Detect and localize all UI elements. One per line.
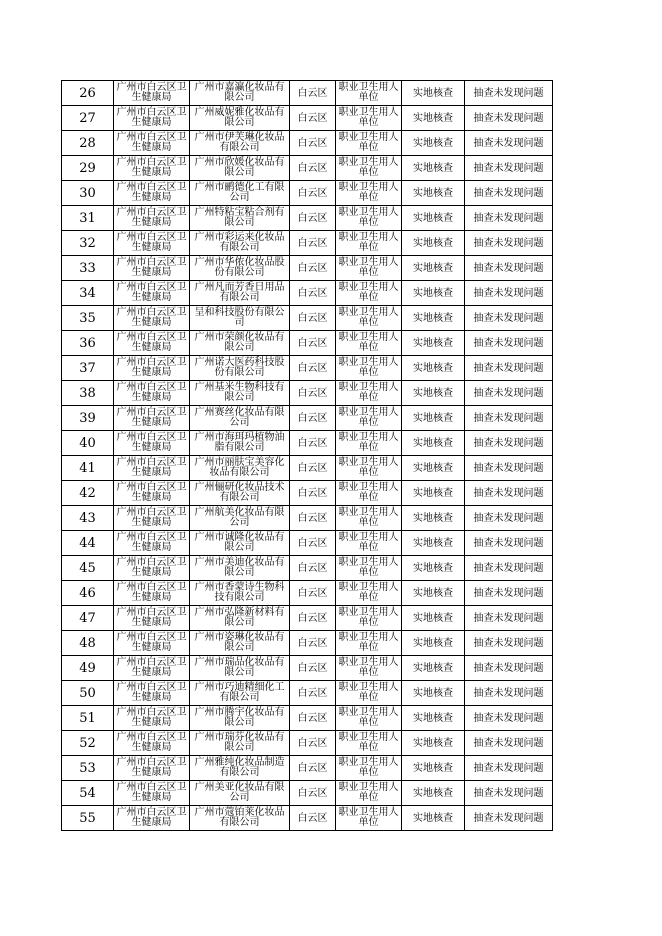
agency-cell: 广州市白云区卫生健康局 xyxy=(114,256,190,281)
district-cell: 白云区 xyxy=(290,631,336,656)
district-cell: 白云区 xyxy=(290,156,336,181)
result-cell: 抽查未发现问题 xyxy=(465,781,553,806)
result-cell: 抽查未发现问题 xyxy=(465,131,553,156)
result-cell: 抽查未发现问题 xyxy=(465,706,553,731)
category-cell: 职业卫生用人单位 xyxy=(336,256,402,281)
method-cell: 实地核查 xyxy=(402,756,465,781)
row-number-cell: 54 xyxy=(62,781,114,806)
row-number-cell: 30 xyxy=(62,181,114,206)
company-cell: 广州市姿琳化妆品有限公司 xyxy=(190,631,290,656)
table-row xyxy=(62,106,553,131)
district-cell: 白云区 xyxy=(290,281,336,306)
agency-cell: 广州市白云区卫生健康局 xyxy=(114,431,190,456)
company-cell: 广州市腾宇化妆品有限公司 xyxy=(190,706,290,731)
district-cell: 白云区 xyxy=(290,231,336,256)
result-cell: 抽查未发现问题 xyxy=(465,431,553,456)
result-cell: 抽查未发现问题 xyxy=(465,731,553,756)
table-row xyxy=(62,656,553,681)
table-row xyxy=(62,631,553,656)
agency-cell: 广州市白云区卫生健康局 xyxy=(114,406,190,431)
company-cell: 广州赛丝化妆品有限公司 xyxy=(190,406,290,431)
district-cell: 白云区 xyxy=(290,656,336,681)
category-cell: 职业卫生用人单位 xyxy=(336,606,402,631)
result-cell: 抽查未发现问题 xyxy=(465,456,553,481)
agency-cell: 广州市白云区卫生健康局 xyxy=(114,156,190,181)
district-cell: 白云区 xyxy=(290,681,336,706)
method-cell: 实地核查 xyxy=(402,381,465,406)
agency-cell: 广州市白云区卫生健康局 xyxy=(114,506,190,531)
category-cell: 职业卫生用人单位 xyxy=(336,781,402,806)
table-row xyxy=(62,481,553,506)
category-cell: 职业卫生用人单位 xyxy=(336,181,402,206)
table-row xyxy=(62,706,553,731)
result-cell: 抽查未发现问题 xyxy=(465,481,553,506)
company-cell: 广州雅纯化妆品制造有限公司 xyxy=(190,756,290,781)
district-cell: 白云区 xyxy=(290,81,336,106)
method-cell: 实地核查 xyxy=(402,231,465,256)
agency-cell: 广州市白云区卫生健康局 xyxy=(114,131,190,156)
result-cell: 抽查未发现问题 xyxy=(465,81,553,106)
table-row xyxy=(62,556,553,581)
method-cell: 实地核查 xyxy=(402,281,465,306)
company-cell: 广州市瑞品化妆品有限公司 xyxy=(190,656,290,681)
method-cell: 实地核查 xyxy=(402,581,465,606)
table-row xyxy=(62,731,553,756)
method-cell: 实地核查 xyxy=(402,331,465,356)
result-cell: 抽查未发现问题 xyxy=(465,631,553,656)
category-cell: 职业卫生用人单位 xyxy=(336,106,402,131)
agency-cell: 广州市白云区卫生健康局 xyxy=(114,306,190,331)
district-cell: 白云区 xyxy=(290,106,336,131)
company-cell: 广州市蔻铂莱化妆品有限公司 xyxy=(190,806,290,831)
result-cell: 抽查未发现问题 xyxy=(465,506,553,531)
result-cell: 抽查未发现问题 xyxy=(465,656,553,681)
company-cell: 广州市诚隆化妆品有限公司 xyxy=(190,531,290,556)
company-cell: 广州市瑞芬化妆品有限公司 xyxy=(190,731,290,756)
method-cell: 实地核查 xyxy=(402,456,465,481)
company-cell: 广州市海珥玛植物油脂有限公司 xyxy=(190,431,290,456)
method-cell: 实地核查 xyxy=(402,481,465,506)
result-cell: 抽查未发现问题 xyxy=(465,756,553,781)
table-row xyxy=(62,331,553,356)
method-cell: 实地核查 xyxy=(402,356,465,381)
table-body xyxy=(62,81,553,831)
category-cell: 职业卫生用人单位 xyxy=(336,306,402,331)
agency-cell: 广州市白云区卫生健康局 xyxy=(114,456,190,481)
district-cell: 白云区 xyxy=(290,206,336,231)
category-cell: 职业卫生用人单位 xyxy=(336,206,402,231)
row-number-cell: 41 xyxy=(62,456,114,481)
category-cell: 职业卫生用人单位 xyxy=(336,231,402,256)
row-number-cell: 47 xyxy=(62,606,114,631)
company-cell: 广州市欣媛化妆品有限公司 xyxy=(190,156,290,181)
row-number-cell: 36 xyxy=(62,331,114,356)
method-cell: 实地核查 xyxy=(402,781,465,806)
district-cell: 白云区 xyxy=(290,306,336,331)
district-cell: 白云区 xyxy=(290,506,336,531)
method-cell: 实地核查 xyxy=(402,506,465,531)
result-cell: 抽查未发现问题 xyxy=(465,281,553,306)
result-cell: 抽查未发现问题 xyxy=(465,581,553,606)
category-cell: 职业卫生用人单位 xyxy=(336,506,402,531)
agency-cell: 广州市白云区卫生健康局 xyxy=(114,606,190,631)
company-cell: 广州市鹂德化工有限公司 xyxy=(190,181,290,206)
category-cell: 职业卫生用人单位 xyxy=(336,731,402,756)
agency-cell: 广州市白云区卫生健康局 xyxy=(114,531,190,556)
company-cell: 广州市巧迪精细化工有限公司 xyxy=(190,681,290,706)
table-row xyxy=(62,431,553,456)
method-cell: 实地核查 xyxy=(402,731,465,756)
category-cell: 职业卫生用人单位 xyxy=(336,331,402,356)
district-cell: 白云区 xyxy=(290,531,336,556)
category-cell: 职业卫生用人单位 xyxy=(336,631,402,656)
company-cell: 广州市美迪化妆品有限公司 xyxy=(190,556,290,581)
table-row xyxy=(62,781,553,806)
row-number-cell: 45 xyxy=(62,556,114,581)
method-cell: 实地核查 xyxy=(402,531,465,556)
agency-cell: 广州市白云区卫生健康局 xyxy=(114,681,190,706)
category-cell: 职业卫生用人单位 xyxy=(336,356,402,381)
agency-cell: 广州市白云区卫生健康局 xyxy=(114,781,190,806)
category-cell: 职业卫生用人单位 xyxy=(336,681,402,706)
company-cell: 广州市弘隆新材料有限公司 xyxy=(190,606,290,631)
category-cell: 职业卫生用人单位 xyxy=(336,556,402,581)
category-cell: 职业卫生用人单位 xyxy=(336,431,402,456)
method-cell: 实地核查 xyxy=(402,306,465,331)
district-cell: 白云区 xyxy=(290,706,336,731)
company-cell: 广州市丽肤宝美容化妆品有限公司 xyxy=(190,456,290,481)
row-number-cell: 52 xyxy=(62,731,114,756)
company-cell: 广州特粘宝粘合剂有限公司 xyxy=(190,206,290,231)
agency-cell: 广州市白云区卫生健康局 xyxy=(114,806,190,831)
agency-cell: 广州市白云区卫生健康局 xyxy=(114,481,190,506)
result-cell: 抽查未发现问题 xyxy=(465,406,553,431)
company-cell: 广州威妮雅化妆品有限公司 xyxy=(190,106,290,131)
district-cell: 白云区 xyxy=(290,331,336,356)
agency-cell: 广州市白云区卫生健康局 xyxy=(114,356,190,381)
agency-cell: 广州市白云区卫生健康局 xyxy=(114,206,190,231)
company-cell: 呈和科技股份有限公司 xyxy=(190,306,290,331)
method-cell: 实地核查 xyxy=(402,106,465,131)
method-cell: 实地核查 xyxy=(402,406,465,431)
category-cell: 职业卫生用人单位 xyxy=(336,806,402,831)
agency-cell: 广州市白云区卫生健康局 xyxy=(114,81,190,106)
row-number-cell: 27 xyxy=(62,106,114,131)
row-number-cell: 44 xyxy=(62,531,114,556)
table-row xyxy=(62,156,553,181)
inspection-table xyxy=(61,80,553,831)
table-row xyxy=(62,256,553,281)
agency-cell: 广州市白云区卫生健康局 xyxy=(114,381,190,406)
result-cell: 抽查未发现问题 xyxy=(465,606,553,631)
category-cell: 职业卫生用人单位 xyxy=(336,131,402,156)
result-cell: 抽查未发现问题 xyxy=(465,806,553,831)
table-row xyxy=(62,406,553,431)
agency-cell: 广州市白云区卫生健康局 xyxy=(114,231,190,256)
category-cell: 职业卫生用人单位 xyxy=(336,281,402,306)
district-cell: 白云区 xyxy=(290,806,336,831)
method-cell: 实地核查 xyxy=(402,256,465,281)
row-number-cell: 38 xyxy=(62,381,114,406)
district-cell: 白云区 xyxy=(290,481,336,506)
agency-cell: 广州市白云区卫生健康局 xyxy=(114,656,190,681)
table-row xyxy=(62,206,553,231)
result-cell: 抽查未发现问题 xyxy=(465,306,553,331)
district-cell: 白云区 xyxy=(290,456,336,481)
row-number-cell: 40 xyxy=(62,431,114,456)
agency-cell: 广州市白云区卫生健康局 xyxy=(114,581,190,606)
row-number-cell: 46 xyxy=(62,581,114,606)
row-number-cell: 34 xyxy=(62,281,114,306)
agency-cell: 广州市白云区卫生健康局 xyxy=(114,181,190,206)
method-cell: 实地核查 xyxy=(402,606,465,631)
district-cell: 白云区 xyxy=(290,381,336,406)
company-cell: 广州航美化妆品有限公司 xyxy=(190,506,290,531)
table-row xyxy=(62,581,553,606)
agency-cell: 广州市白云区卫生健康局 xyxy=(114,731,190,756)
company-cell: 广州诺大医药科技股份有限公司 xyxy=(190,356,290,381)
company-cell: 广州凡而芳香日用品有限公司 xyxy=(190,281,290,306)
table-row xyxy=(62,456,553,481)
row-number-cell: 37 xyxy=(62,356,114,381)
category-cell: 职业卫生用人单位 xyxy=(336,531,402,556)
table-row xyxy=(62,681,553,706)
row-number-cell: 39 xyxy=(62,406,114,431)
district-cell: 白云区 xyxy=(290,256,336,281)
category-cell: 职业卫生用人单位 xyxy=(336,481,402,506)
district-cell: 白云区 xyxy=(290,431,336,456)
row-number-cell: 28 xyxy=(62,131,114,156)
row-number-cell: 53 xyxy=(62,756,114,781)
row-number-cell: 51 xyxy=(62,706,114,731)
category-cell: 职业卫生用人单位 xyxy=(336,81,402,106)
method-cell: 实地核查 xyxy=(402,181,465,206)
result-cell: 抽查未发现问题 xyxy=(465,531,553,556)
company-cell: 广州市彩运来化妆品有限公司 xyxy=(190,231,290,256)
category-cell: 职业卫生用人单位 xyxy=(336,156,402,181)
method-cell: 实地核查 xyxy=(402,556,465,581)
company-cell: 广州市伊芙琳化妆品有限公司 xyxy=(190,131,290,156)
district-cell: 白云区 xyxy=(290,356,336,381)
result-cell: 抽查未发现问题 xyxy=(465,381,553,406)
method-cell: 实地核查 xyxy=(402,656,465,681)
company-cell: 广州市香蒙诗生物科技有限公司 xyxy=(190,581,290,606)
table-row xyxy=(62,506,553,531)
result-cell: 抽查未发现问题 xyxy=(465,681,553,706)
agency-cell: 广州市白云区卫生健康局 xyxy=(114,281,190,306)
company-cell: 广州市华侬化妆品股份有限公司 xyxy=(190,256,290,281)
method-cell: 实地核查 xyxy=(402,206,465,231)
method-cell: 实地核查 xyxy=(402,156,465,181)
method-cell: 实地核查 xyxy=(402,681,465,706)
district-cell: 白云区 xyxy=(290,181,336,206)
company-cell: 广州美亚化妆品有限公司 xyxy=(190,781,290,806)
result-cell: 抽查未发现问题 xyxy=(465,156,553,181)
method-cell: 实地核查 xyxy=(402,631,465,656)
category-cell: 职业卫生用人单位 xyxy=(336,656,402,681)
agency-cell: 广州市白云区卫生健康局 xyxy=(114,556,190,581)
row-number-cell: 31 xyxy=(62,206,114,231)
agency-cell: 广州市白云区卫生健康局 xyxy=(114,331,190,356)
agency-cell: 广州市白云区卫生健康局 xyxy=(114,631,190,656)
company-cell: 广州俪研化妆品技术有限公司 xyxy=(190,481,290,506)
row-number-cell: 49 xyxy=(62,656,114,681)
company-cell: 广州基米生物科技有限公司 xyxy=(190,381,290,406)
result-cell: 抽查未发现问题 xyxy=(465,556,553,581)
result-cell: 抽查未发现问题 xyxy=(465,206,553,231)
method-cell: 实地核查 xyxy=(402,431,465,456)
district-cell: 白云区 xyxy=(290,131,336,156)
district-cell: 白云区 xyxy=(290,581,336,606)
method-cell: 实地核查 xyxy=(402,81,465,106)
row-number-cell: 26 xyxy=(62,81,114,106)
result-cell: 抽查未发现问题 xyxy=(465,106,553,131)
row-number-cell: 50 xyxy=(62,681,114,706)
table-row xyxy=(62,131,553,156)
company-cell: 广州市嘉瀛化妆品有限公司 xyxy=(190,81,290,106)
category-cell: 职业卫生用人单位 xyxy=(336,406,402,431)
district-cell: 白云区 xyxy=(290,731,336,756)
district-cell: 白云区 xyxy=(290,606,336,631)
category-cell: 职业卫生用人单位 xyxy=(336,756,402,781)
method-cell: 实地核查 xyxy=(402,131,465,156)
category-cell: 职业卫生用人单位 xyxy=(336,706,402,731)
row-number-cell: 33 xyxy=(62,256,114,281)
row-number-cell: 29 xyxy=(62,156,114,181)
row-number-cell: 43 xyxy=(62,506,114,531)
result-cell: 抽查未发现问题 xyxy=(465,331,553,356)
row-number-cell: 55 xyxy=(62,806,114,831)
result-cell: 抽查未发现问题 xyxy=(465,181,553,206)
category-cell: 职业卫生用人单位 xyxy=(336,381,402,406)
table-row xyxy=(62,806,553,831)
table-row xyxy=(62,381,553,406)
table-row xyxy=(62,281,553,306)
row-number-cell: 35 xyxy=(62,306,114,331)
agency-cell: 广州市白云区卫生健康局 xyxy=(114,756,190,781)
district-cell: 白云区 xyxy=(290,781,336,806)
table-row xyxy=(62,181,553,206)
table-row xyxy=(62,531,553,556)
company-cell: 广州市荣颜化妆品有限公司 xyxy=(190,331,290,356)
result-cell: 抽查未发现问题 xyxy=(465,256,553,281)
row-number-cell: 48 xyxy=(62,631,114,656)
district-cell: 白云区 xyxy=(290,406,336,431)
result-cell: 抽查未发现问题 xyxy=(465,356,553,381)
row-number-cell: 42 xyxy=(62,481,114,506)
row-number-cell: 32 xyxy=(62,231,114,256)
table-row xyxy=(62,756,553,781)
table-row xyxy=(62,356,553,381)
table-row xyxy=(62,606,553,631)
table-row xyxy=(62,81,553,106)
method-cell: 实地核查 xyxy=(402,806,465,831)
agency-cell: 广州市白云区卫生健康局 xyxy=(114,706,190,731)
result-cell: 抽查未发现问题 xyxy=(465,231,553,256)
category-cell: 职业卫生用人单位 xyxy=(336,581,402,606)
table-row xyxy=(62,306,553,331)
category-cell: 职业卫生用人单位 xyxy=(336,456,402,481)
agency-cell: 广州市白云区卫生健康局 xyxy=(114,106,190,131)
district-cell: 白云区 xyxy=(290,556,336,581)
method-cell: 实地核查 xyxy=(402,706,465,731)
district-cell: 白云区 xyxy=(290,756,336,781)
table-row xyxy=(62,231,553,256)
